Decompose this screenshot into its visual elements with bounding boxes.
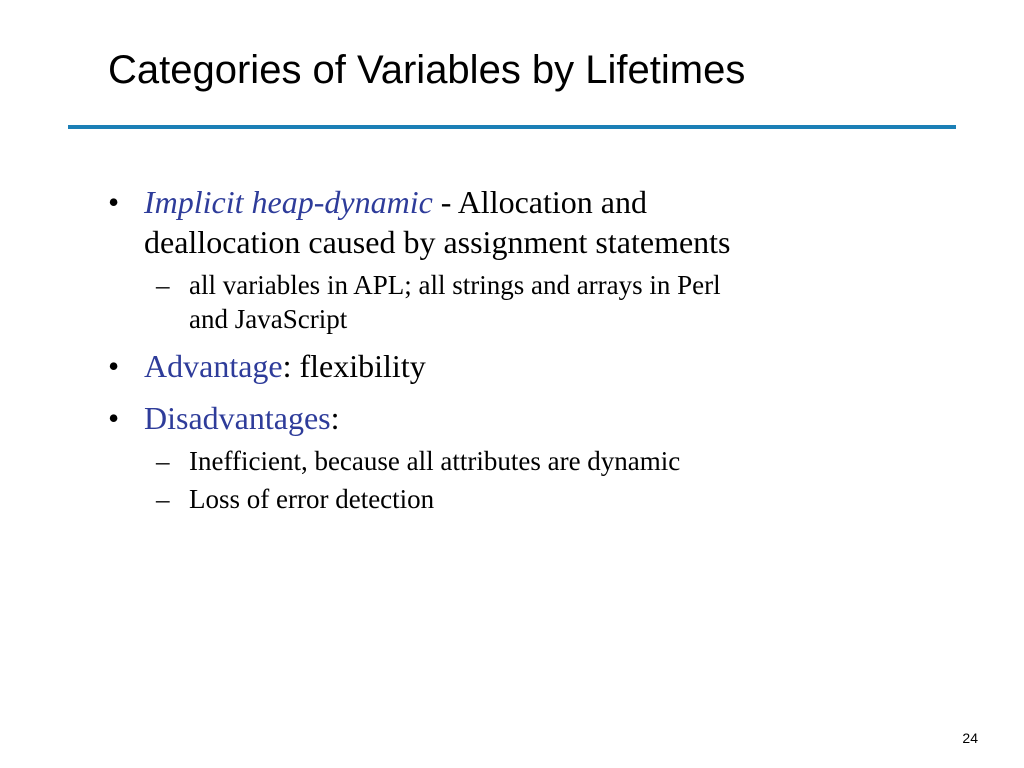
bullet-advantage: [108, 346, 968, 386]
subitem-marker: –: [156, 446, 170, 476]
subitem-marker: –: [156, 270, 170, 300]
bullet-implicit-heap-dynamic: [108, 182, 968, 262]
title-divider: [68, 125, 956, 129]
bullet-marker: •: [108, 348, 120, 384]
term-implicit-heap-dynamic: Implicit heap-dynamic: [144, 184, 433, 220]
term-advantage: Advantage: [144, 348, 283, 384]
slide-content: [108, 182, 968, 526]
term-disadvantages: Disadvantages: [144, 400, 331, 436]
bullet-text: - Allocation and: [432, 184, 647, 220]
bullet-marker: •: [108, 400, 120, 436]
bullet-disadvantages: [108, 398, 968, 438]
slide-number: 24: [962, 730, 978, 746]
bullet-text: :: [330, 400, 340, 436]
subitem-text: Inefficient, because all attributes are dynamic: [189, 446, 681, 476]
subitem-examples: [108, 268, 968, 336]
subitem-inefficient: [108, 444, 968, 478]
slide-title: Categories of Variables by Lifetimes: [108, 48, 746, 92]
subitem-text: Loss of error detection: [189, 484, 435, 514]
bullet-marker: •: [108, 184, 120, 220]
subitem-error-detection: [108, 482, 968, 516]
bullet-text: : flexibility: [282, 348, 426, 384]
subitem-marker: –: [156, 484, 170, 514]
subitem-text-continued: and JavaScript: [189, 304, 348, 334]
bullet-text-continued: deallocation caused by assignment statements: [144, 224, 731, 260]
subitem-text: all variables in APL; all strings and arrays in Perl: [189, 270, 721, 300]
